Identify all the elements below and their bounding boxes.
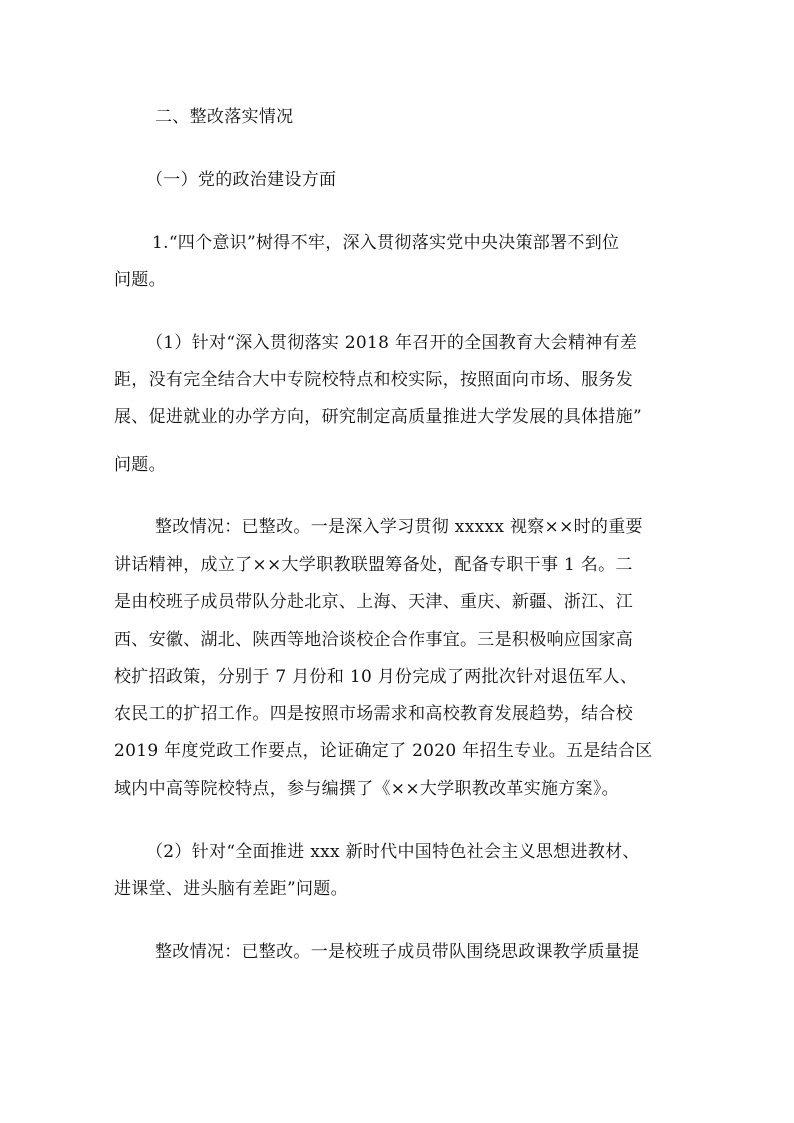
section-heading: 二、整改落实情况	[155, 107, 294, 127]
rectification-1-line-8: 域内中高等院校特点，参与编撰了《××大学职教改革实施方案》。	[114, 779, 619, 799]
sub-2-line-2: 进课堂、进头脑有差距”问题。	[114, 879, 348, 899]
rectification-1-line-5: 校扩招政策，分别于 7 月份和 10 月份完成了两批次针对退伍军人、	[114, 667, 638, 687]
rectification-1-line-2: 讲话精神，成立了××大学职教联盟筹备处，配备专职干事 1 名。二	[114, 555, 633, 575]
rectification-1-line-3: 是由校班子成员带队分赴北京、上海、天津、重庆、新疆、浙江、江	[114, 592, 633, 612]
sub-1-line-4: 问题。	[114, 455, 166, 475]
sub-1-line-3: 展、促进就业的办学方向，研究制定高质量推进大学发展的具体措施”	[114, 407, 642, 427]
sub-1-line-1: （1）针对“深入贯彻落实 2018 年召开的全国教育大会精神有差	[146, 333, 638, 353]
sub-2-line-1: （2）针对“全面推进 xxx 新时代中国特色社会主义思想进教材、	[146, 842, 640, 862]
item-1-line-2: 问题。	[114, 270, 166, 290]
sub-1-line-2: 距，没有完全结合大中专院校特点和校实际，按照面向市场、服务发	[114, 370, 633, 390]
rectification-2-line-1: 整改情况：已整改。一是校班子成员带队围绕思政课教学质量提	[155, 942, 640, 962]
rectification-1-line-1: 整改情况：已整改。一是深入学习贯彻 xxxxx 视察××时的重要	[155, 517, 643, 537]
subsection-heading: （一）党的政治建设方面	[146, 170, 337, 190]
rectification-1-line-4: 西、安徽、湖北、陕西等地洽谈校企合作事宜。三是积极响应国家高	[114, 630, 633, 650]
item-1-line-1: 1.“四个意识”树得不牢，深入贯彻落实党中央决策部署不到位	[152, 233, 620, 253]
rectification-1-line-6: 农民工的扩招工作。四是按照市场需求和高校教育发展趋势，结合校	[114, 704, 633, 724]
rectification-1-line-7: 2019 年度党政工作要点，论证确定了 2020 年招生专业。五是结合区	[114, 741, 653, 761]
